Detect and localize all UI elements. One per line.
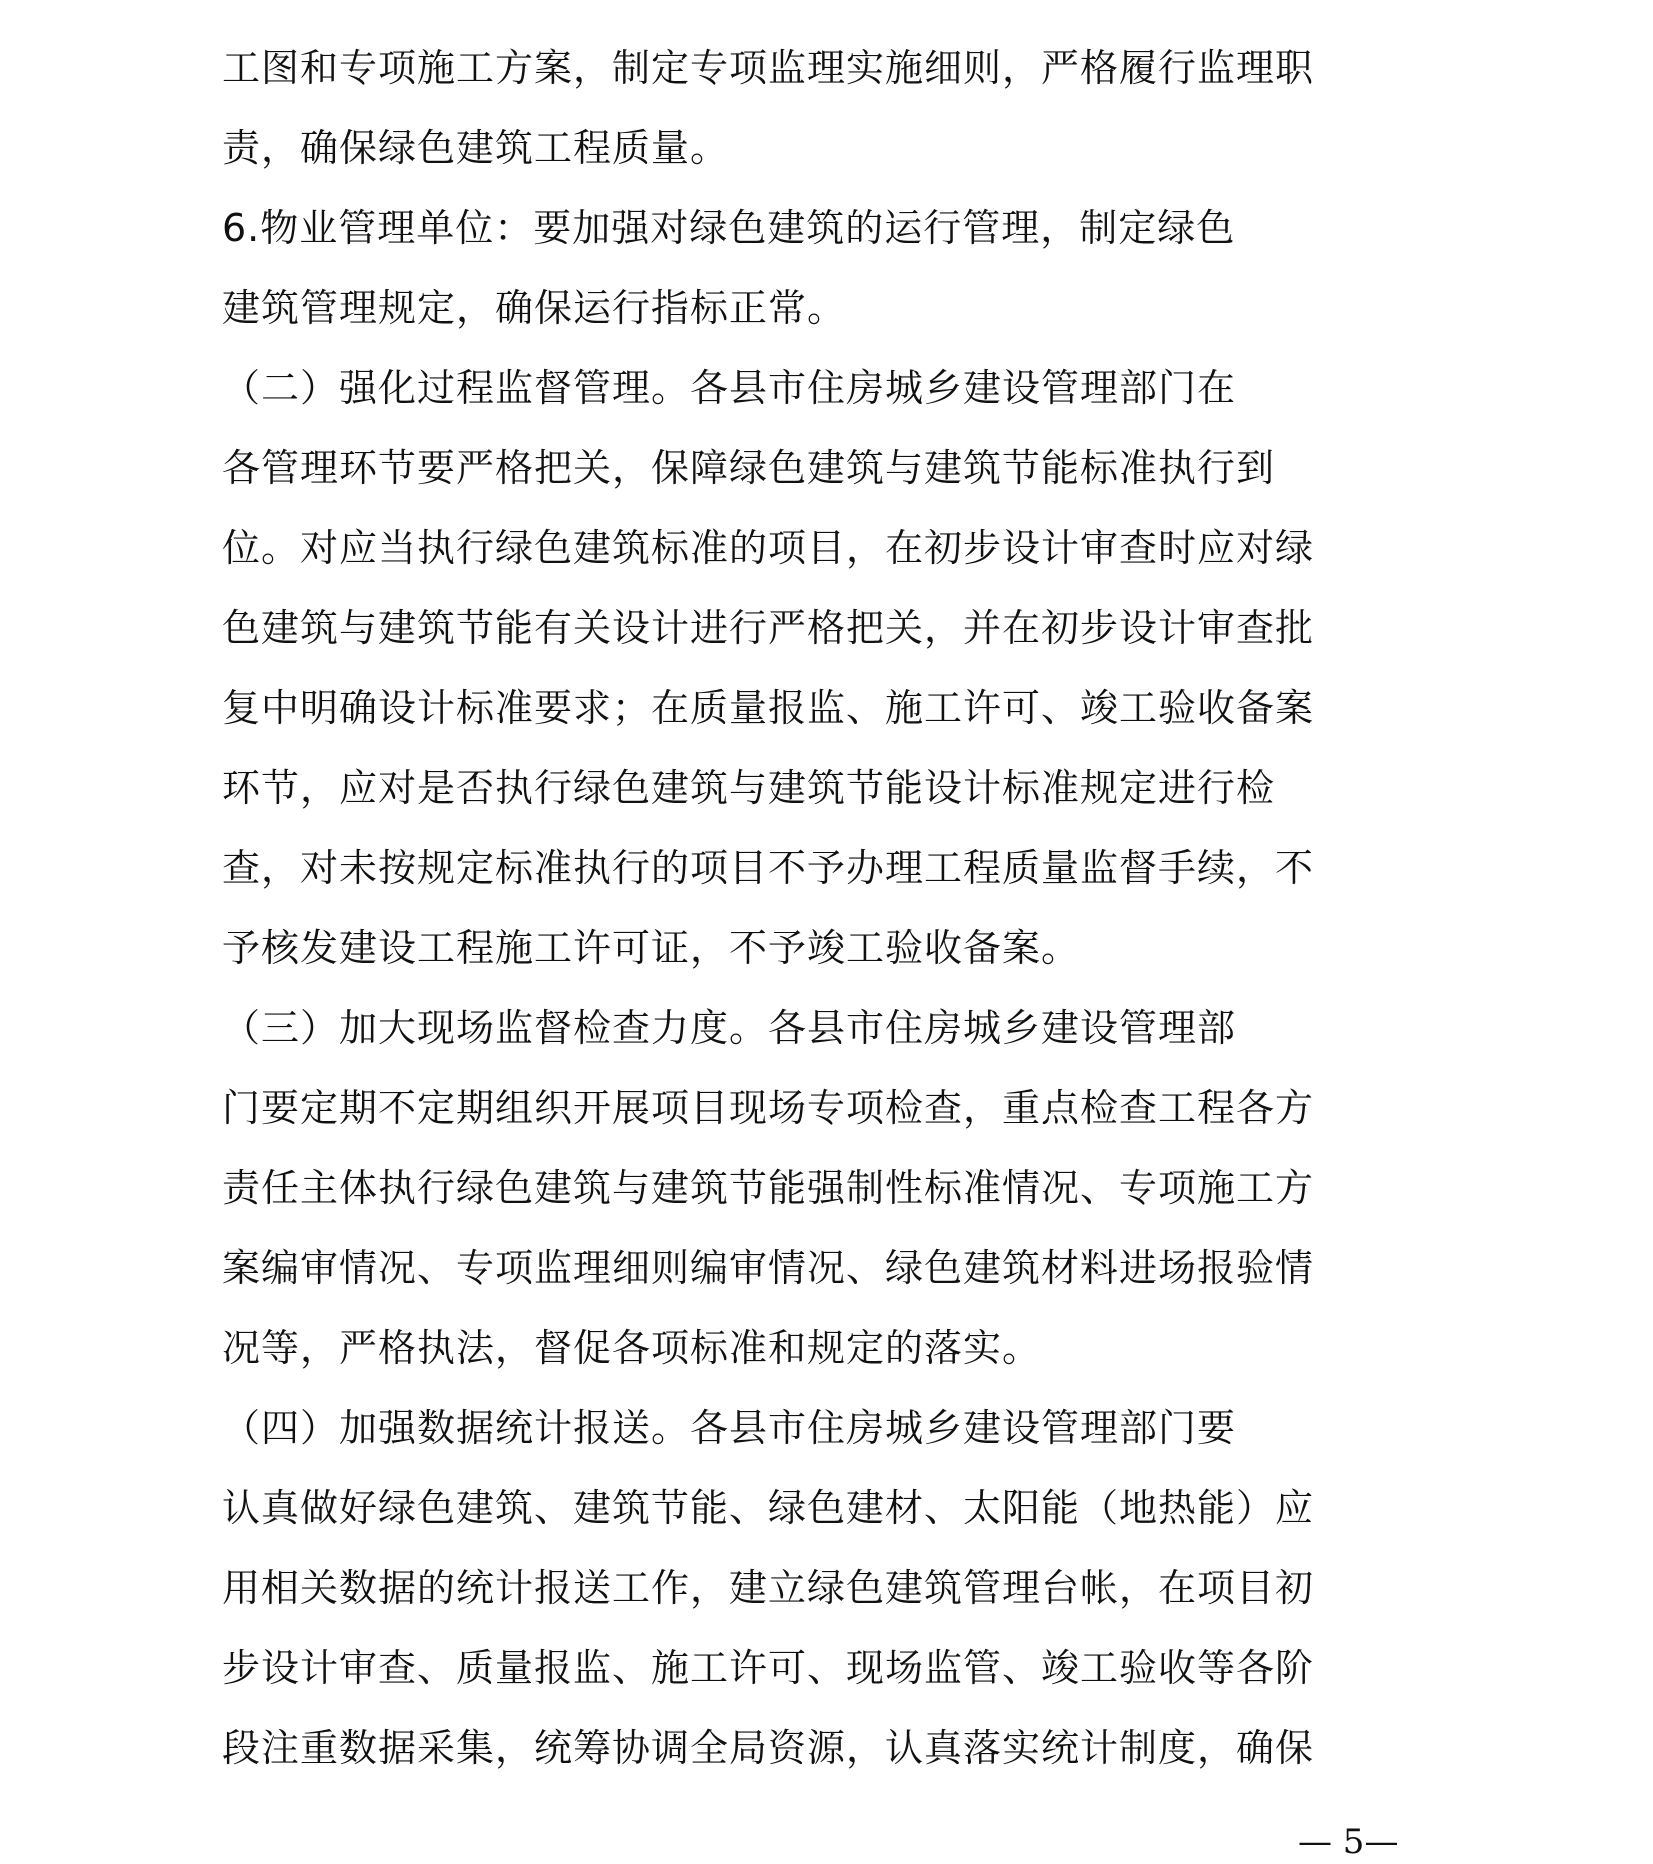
text-line: 步设计审查、质量报监、施工许可、现场监管、竣工验收等各阶 <box>222 1646 1315 1690</box>
text-line: 段注重数据采集，统筹协调全局资源，认真落实统计制度，确保 <box>222 1726 1315 1770</box>
text-line: 案编审情况、专项监理细则编审情况、绿色建筑材料进场报验情 <box>222 1246 1315 1290</box>
text-line: 环节，应对是否执行绿色建筑与建筑节能设计标准规定进行检 <box>222 766 1276 810</box>
text-line: 用相关数据的统计报送工作，建立绿色建筑管理台帐，在项目初 <box>222 1566 1315 1610</box>
text-line: 各管理环节要严格把关，保障绿色建筑与建筑节能标准执行到 <box>222 446 1276 490</box>
page-number: — 5— <box>1298 1822 1399 1862</box>
text-line: （四）加强数据统计报送。各县市住房城乡建设管理部门要 <box>222 1406 1237 1450</box>
text-line: 门要定期不定期组织开展项目现场专项检查，重点检查工程各方 <box>222 1086 1315 1130</box>
text-line: 认真做好绿色建筑、建筑节能、绿色建材、太阳能（地热能）应 <box>222 1486 1315 1530</box>
text-line: 况等，严格执法，督促各项标准和规定的落实。 <box>222 1326 1042 1370</box>
text-line: 责，确保绿色建筑工程质量。 <box>222 126 730 170</box>
text-line: 查，对未按规定标准执行的项目不予办理工程质量监督手续，不 <box>222 846 1315 890</box>
text-line: 复中明确设计标准要求；在质量报监、施工许可、竣工验收备案 <box>222 686 1315 730</box>
text-line: （二）强化过程监督管理。各县市住房城乡建设管理部门在 <box>222 366 1237 410</box>
text-line: 责任主体执行绿色建筑与建筑节能强制性标准情况、专项施工方 <box>222 1166 1315 1210</box>
text-line: （三）加大现场监督检查力度。各县市住房城乡建设管理部 <box>222 1006 1237 1050</box>
text-line: 建筑管理规定，确保运行指标正常。 <box>222 286 847 330</box>
text-line: 位。对应当执行绿色建筑标准的项目，在初步设计审查时应对绿 <box>222 526 1315 570</box>
text-line: 6.物业管理单位：要加强对绿色建筑的运行管理，制定绿色 <box>222 206 1236 250</box>
text-line: 色建筑与建筑节能有关设计进行严格把关，并在初步设计审查批 <box>222 606 1315 650</box>
text-line: 工图和专项施工方案，制定专项监理实施细则，严格履行监理职 <box>222 46 1315 90</box>
text-line: 予核发建设工程施工许可证，不予竣工验收备案。 <box>222 926 1081 970</box>
